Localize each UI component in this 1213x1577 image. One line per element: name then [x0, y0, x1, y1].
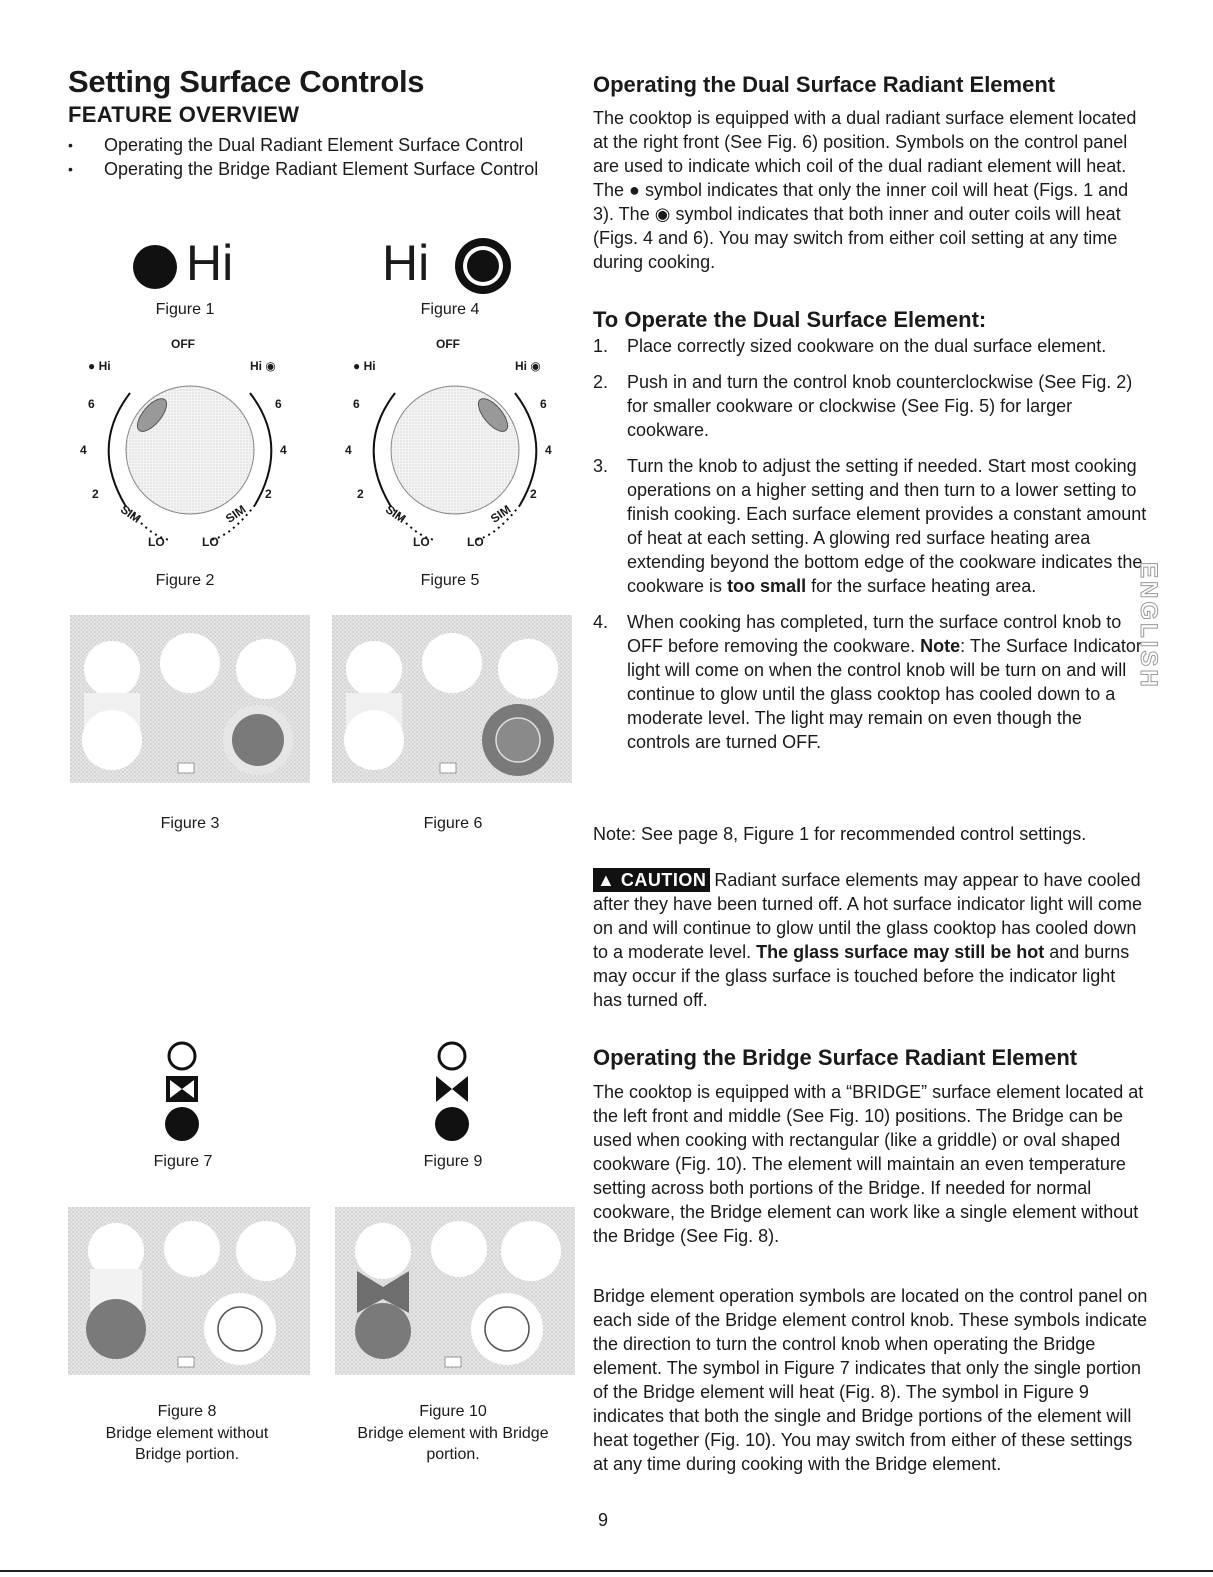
- step-item: 2. Push in and turn the control knob counterclockwise (See Fig. 2) for smaller cookware or clockwise (See Fig. 5) for larger cookware.: [593, 372, 1133, 440]
- step-item: 3. Turn the knob to adjust the setting if needed. Start most cooking operations on a higher setting and then turn to a lower setting to finish cooking. Each surface element provides a constant amount of heat at each setting. A glowing red surface heating area extending beyond the bottom edge of the cookware indicates the cookware is too small for the surface heating area.: [593, 456, 1147, 596]
- feature-item: • Operating the Bridge Radiant Element Surface Control: [68, 157, 568, 181]
- feature-overview-heading: FEATURE OVERVIEW: [68, 102, 300, 127]
- step-item: 1. Place correctly sized cookware on the dual surface element.: [593, 336, 1107, 356]
- bridge-paragraph-2: Bridge element operation symbols are located on the control panel on each side of the Bridge element control knob. These symbols indicate the direction to turn the control knob when operating the Bridge element. The symbol in Figure 7 indicates that only the single portion of the Bridge element will heat (Fig. 8). The symbol in Figure 9 indicates that both the single and Bridge portions of the element will heat together (Fig. 10). You may switch from either of these settings at any time during cooking with the Bridge element.: [593, 1286, 1148, 1474]
- figure-7-caption: Figure 7: [153, 1153, 213, 1170]
- caution-badge: ▲ CAUTION: [593, 868, 710, 892]
- figure-5-knob: OFF ● Hi Hi ◉ 6 6 4 4 2 2 SIM SIM LO LO: [345, 335, 565, 560]
- figure-6-caption: Figure 6: [423, 815, 483, 832]
- operate-steps-list: [593, 334, 1148, 766]
- figure-8-description: Bridge element without: [105, 1425, 269, 1442]
- hi-inner-label: ● Hi: [88, 359, 111, 373]
- figure-5-caption: Figure 5: [420, 572, 480, 589]
- figure-10-description: Bridge element with Bridge: [357, 1425, 549, 1442]
- hi-dual-label: Hi ◉: [250, 359, 276, 373]
- figure-1-symbol: Hi: [130, 230, 270, 290]
- figure-3-caption: Figure 3: [160, 815, 220, 832]
- figure-4-caption: Figure 4: [420, 301, 480, 318]
- bridge-paragraph-1: The cooktop is equipped with a “BRIDGE” surface element located at the left front and middle (See Fig. 10) positions. The Bridge can be used when cooking with rectangular (like a griddle) or oval shaped cookware (Fig. 10). The element will maintain an even temperature setting across both portions of the Bridge. If needed for normal cookware, the Bridge element can work like a single element without the Bridge (See Fig. 8).: [593, 1082, 1144, 1246]
- dual-coil-icon: ◉: [654, 204, 671, 224]
- inner-coil-icon: ●: [629, 180, 640, 200]
- feature-item: • Operating the Dual Radiant Element Surface Control: [68, 133, 568, 157]
- bottom-rule: [0, 1570, 1213, 1572]
- figure-1-caption: Figure 1: [155, 301, 215, 318]
- dual-element-heading: Operating the Dual Surface Radiant Element: [593, 72, 1056, 97]
- step-item: 4. When cooking has completed, turn the surface control knob to OFF before removing the cookware. Note: The Surface Indicator light will come on when the control knob will be turn on and will continue to glow until the glass cooktop has cooled down to a moderate level. The light may remain on even though the controls are turned OFF.: [593, 612, 1142, 752]
- figure-8-caption: Figure 8: [157, 1403, 217, 1420]
- bridge-element-heading: Operating the Bridge Surface Radiant Element: [593, 1045, 1078, 1070]
- figure-10-caption: Figure 10: [419, 1403, 487, 1420]
- figure-8-description: Bridge portion.: [134, 1446, 240, 1463]
- bridge-single-icon: [160, 1040, 204, 1150]
- note-text: Note: See page 8, Figure 1 for recommended control settings.: [593, 824, 1087, 844]
- figure-8-cooktop-diagram: [68, 1207, 310, 1375]
- figure-2-knob: OFF ● Hi Hi ◉ 6 6 4 4 2 2 SIM SIM LO LO: [80, 335, 300, 560]
- inner-coil-icon: [130, 242, 180, 292]
- figure-10-description: portion.: [426, 1446, 480, 1463]
- page-title: Setting Surface Controls: [68, 64, 425, 99]
- knob-dial-icon: [355, 365, 555, 545]
- figure-9-caption: Figure 9: [423, 1153, 483, 1170]
- operate-dual-heading: To Operate the Dual Surface Element:: [593, 307, 987, 332]
- bridge-dual-icon: [430, 1040, 474, 1150]
- figure-4-symbol: Hi: [382, 230, 532, 290]
- language-side-tab: ENGLISH: [1135, 562, 1162, 690]
- figure-6-cooktop-diagram: [332, 615, 572, 783]
- figure-2-caption: Figure 2: [155, 572, 215, 589]
- hi-inner-label: ● Hi: [353, 359, 376, 373]
- dual-coil-icon: [452, 235, 514, 297]
- figure-3-cooktop-diagram: [70, 615, 310, 783]
- figure-10-cooktop-diagram: [335, 1207, 575, 1375]
- caution-block: ▲ CAUTION Radiant surface elements may appear to have cooled after they have been turned off. A hot surface indicator light will come on and will continue to glow until the glass cooktop has cooled down to a moderate level. The glass surface may still be hot and burns may occur if the glass surface is touched before the indicator light has turned off.: [593, 870, 1142, 1010]
- page-number: 9: [598, 1510, 609, 1530]
- dual-element-paragraph: The cooktop is equipped with a dual radiant surface element located at the right front (See Fig. 6) position. Symbols on the control panel are used to indicate which coil of the dual radiant element will heat. The ● symbol indicates that only the inner coil will heat (Figs. 1 and 3). The ◉ symbol indicates that both inner and outer coils will heat (Figs. 4 and 6). You may switch from either coil setting at any time during cooking.: [593, 108, 1137, 272]
- knob-dial-icon: [90, 365, 290, 545]
- feature-list: [68, 133, 568, 181]
- hi-dual-label: Hi ◉: [515, 359, 541, 373]
